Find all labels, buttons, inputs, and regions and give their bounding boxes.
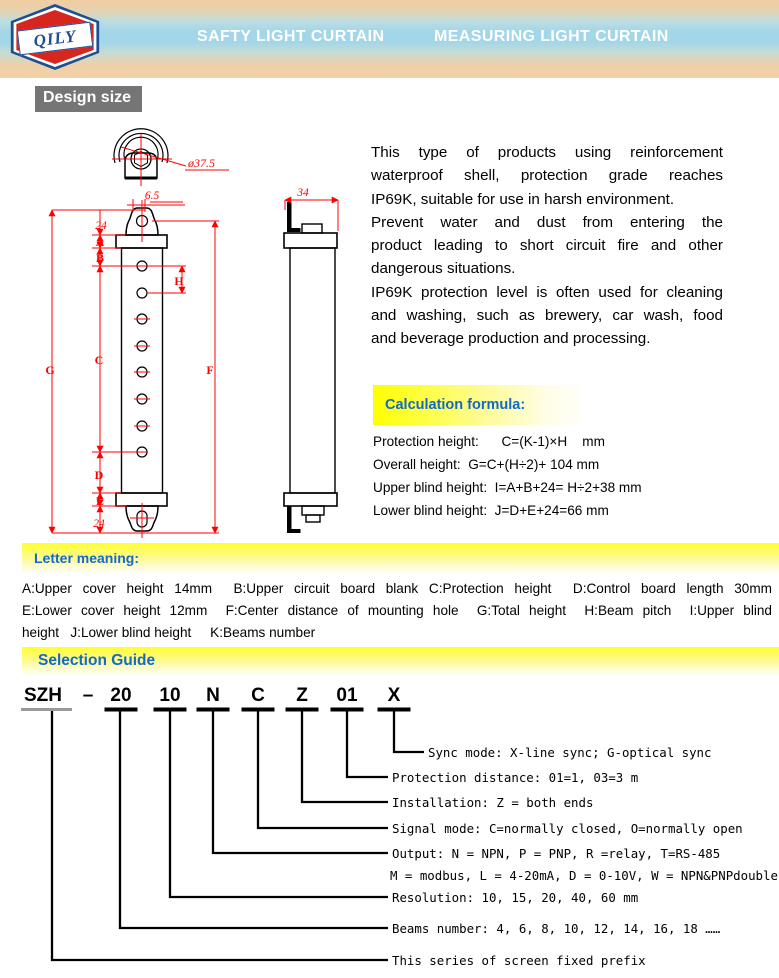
desc-resolution: Resolution: 10, 15, 20, 40, 60 mm [392, 890, 639, 905]
intro-line: and washing, such as brewery, car wash, food [371, 307, 723, 325]
desc-signal-mode: Signal mode: C=normally closed, O=normally open [392, 821, 743, 836]
dim-label-e: E [95, 494, 105, 508]
code-part-resolution: 10 [159, 685, 181, 706]
dim-label-d: D [94, 468, 104, 482]
dim-label-34: 34 [297, 187, 309, 199]
formula-protection-height: Protection height: C=(K-1)×H mm [373, 434, 605, 449]
code-underlines [21, 708, 411, 712]
selection-guide-diagram [0, 676, 779, 978]
dim-label-f: F [206, 363, 214, 377]
code-part-output: N [206, 685, 220, 706]
desc-series-prefix: This series of screen fixed prefix [392, 953, 646, 968]
dim-label-24-bottom: 24 [93, 518, 105, 530]
section-title-calculation-formula: Calculation formula: [373, 385, 581, 425]
formula-upper-blind-height: Upper blind height: I=A+B+24= H÷2+38 mm [373, 480, 642, 495]
code-part-prefix: SZH [24, 685, 62, 706]
letter-line: E:Lower cover height 12mm F:Center distance of mounting hole G:Total height H:Beam pitch I:Upper blind [22, 603, 772, 618]
leader-lines [52, 711, 424, 960]
desc-beams-number: Beams number: 4, 6, 8, 10, 12, 14, 16, 18 …… [392, 921, 721, 936]
code-part-sync: X [387, 685, 401, 706]
dim-label-diameter: ø37.5 [188, 156, 215, 170]
code-part-distance: 01 [336, 685, 358, 706]
desc-output-continued: M = modbus, L = 4-20mA, D = 0-10V, W = NPN&PNPdouble [390, 868, 778, 883]
letter-line: A:Upper cover height 14mm B:Upper circuit board blank C:Protection height D:Control board length 30mm [22, 581, 772, 596]
dim-label-a: A [95, 235, 105, 249]
desc-sync-mode: Sync mode: X-line sync; G-optical sync [428, 745, 712, 760]
dim-label-6-5: 6.5 [144, 190, 160, 202]
model-code [24, 685, 401, 706]
intro-line: This type of products using reinforcement [371, 144, 723, 161]
company-logo [7, 4, 103, 70]
intro-line: Prevent water and dust from entering the [371, 213, 723, 231]
desc-installation: Installation: Z = both ends [392, 795, 594, 810]
formula-lower-blind-height: Lower blind height: J=D+E+24=66 mm [373, 503, 609, 518]
desc-protection-distance: Protection distance: 01=1, 03=3 m [392, 770, 639, 785]
dim-label-c: C [94, 353, 104, 367]
intro-line: IP69K protection level is often used for cleaning [371, 283, 723, 301]
intro-line: and beverage production and processing. [371, 330, 651, 348]
side-view [284, 202, 337, 533]
front-view [116, 208, 167, 531]
letter-meaning-text [22, 578, 772, 644]
intro-paragraph [371, 141, 723, 351]
header-banner [0, 0, 779, 78]
header-title-measuring: MEASURING LIGHT CURTAIN [434, 28, 669, 45]
intro-line: IP69K, suitable for use in harsh environment. [371, 190, 675, 208]
beam-holes [137, 261, 147, 457]
section-title-design-size: Design size [35, 86, 142, 112]
technical-drawing [0, 120, 370, 545]
code-descriptions [390, 745, 778, 968]
header-title-safety: SAFTY LIGHT CURTAIN [197, 28, 385, 45]
intro-line: product leading to short circuit fire and other [371, 237, 723, 255]
code-part-dash: – [82, 685, 94, 706]
section-title-selection-guide: Selection Guide [22, 647, 779, 675]
dim-label-24-top: 24 [95, 220, 107, 232]
side-view-dimensions [285, 200, 338, 231]
code-part-beams: 20 [110, 685, 132, 706]
intro-line: dangerous situations. [371, 260, 516, 278]
formula-overall-height: Overall height: G=C+(H÷2)+ 104 mm [373, 457, 600, 472]
dim-label-b: B [95, 251, 105, 265]
dim-label-h: H [174, 274, 184, 288]
letter-line: height J:Lower blind height K:Beams number [22, 625, 316, 640]
front-view-dimensions [52, 199, 219, 538]
section-title-letter-meaning: Letter meaning: [22, 543, 779, 573]
desc-output: Output: N = NPN, P = PNP, R =relay, T=RS-485 [392, 846, 721, 861]
intro-line: waterproof shell, protection grade reaches [371, 167, 723, 185]
formula-list [373, 430, 642, 522]
dim-label-g: G [45, 363, 55, 377]
code-part-signal: C [251, 685, 265, 706]
code-part-installation: Z [296, 685, 308, 706]
front-view-dim-labels [45, 190, 213, 530]
logo-text: QILY [32, 25, 78, 51]
